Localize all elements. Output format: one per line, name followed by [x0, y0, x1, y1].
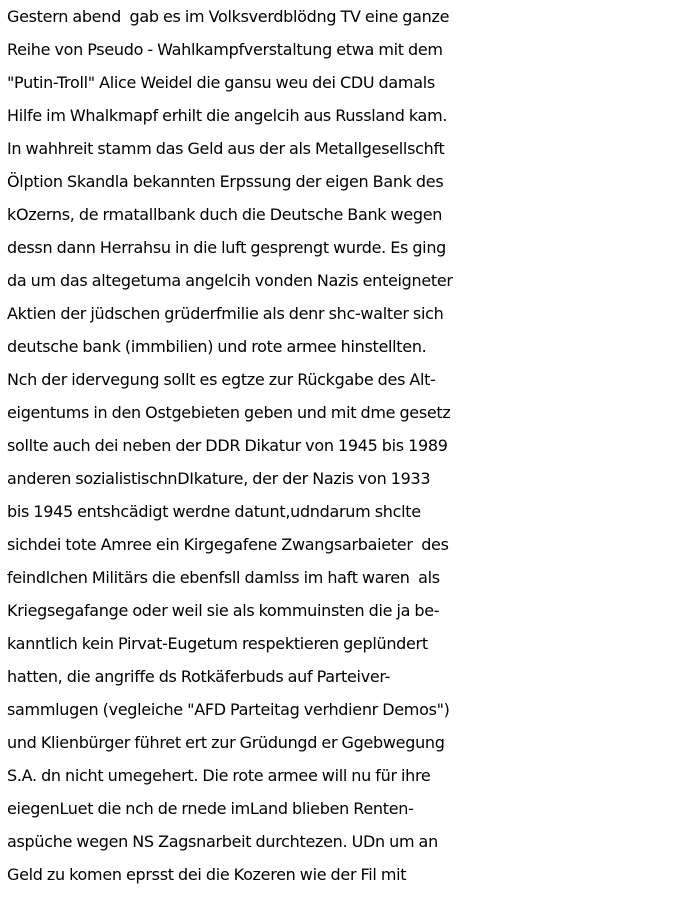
text-line: aspüche wegen NS Zagsnarbeit durchtezen. UDn um an	[7, 832, 438, 851]
text-line: kOzerns, de rmatallbank duch die Deutsche Bank wegen	[7, 205, 443, 224]
text-line: Kriegsegafange oder weil sie als kommuinsten die ja be-	[7, 601, 440, 620]
text-line: Ölption Skandla bekannten Erpssung der eigen Bank des	[7, 172, 444, 191]
text-line: Reihe von Pseudo - Wahlkampfverstaltung etwa mit dem	[7, 40, 443, 59]
text-line: Geld zu komen eprsst dei die Kozeren wie der Fil mit	[7, 865, 407, 884]
text-line: bis 1945 entshcädigt werdne datunt,udndarum shclte	[7, 502, 421, 521]
document-body	[7, 0, 684, 891]
text-line: S.A. dn nicht umegehert. Die rote armee will nu für ihre	[7, 766, 431, 785]
text-line: sollte auch dei neben der DDR Dikatur von 1945 bis 1989	[7, 436, 448, 455]
text-line: feindlchen Militärs die ebenfsll damlss im haft waren als	[7, 568, 440, 587]
text-line: sammlugen (vegleiche "AFD Parteitag verhdienr Demos")	[7, 700, 450, 719]
text-line: In wahhreit stamm das Geld aus der als Metallgesellschft	[7, 139, 445, 158]
text-line: hatten, die angriffe ds Rotkäferbuds auf Parteiver-	[7, 667, 391, 686]
text-line: Aktien der jüdschen grüderfmilie als denr shc-walter sich	[7, 304, 444, 323]
text-line: deutsche bank (immbilien) und rote armee hinstellten.	[7, 337, 427, 356]
text-line: da um das altegetuma angelcih vonden Nazis enteigneter	[7, 271, 453, 290]
text-line: kanntlich kein Pirvat-Eugetum respektieren geplündert	[7, 634, 428, 653]
text-line: anderen sozialistischnDIkature, der der Nazis von 1933	[7, 469, 431, 488]
text-line: Hilfe im Whalkmapf erhilt die angelcih aus Russland kam.	[7, 106, 448, 125]
text-line: eiegenLuet die nch de rnede imLand blieben Renten-	[7, 799, 414, 818]
text-line: Nch der idervegung sollt es egtze zur Rückgabe des Alt-	[7, 370, 436, 389]
text-line: sichdei tote Amree ein Kirgegafene Zwangsarbaieter des	[7, 535, 449, 554]
text-line: Gestern abend gab es im Volksverdblödng TV eine ganze	[7, 7, 450, 26]
text-line: eigentums in den Ostgebieten geben und mit dme gesetz	[7, 403, 451, 422]
text-line: dessn dann Herrahsu in die luft gesprengt wurde. Es ging	[7, 238, 447, 257]
text-line: "Putin-Troll" Alice Weidel die gansu weu dei CDU damals	[7, 73, 435, 92]
text-line: und Klienbürger führet ert zur Grüdungd er Ggebwegung	[7, 733, 445, 752]
